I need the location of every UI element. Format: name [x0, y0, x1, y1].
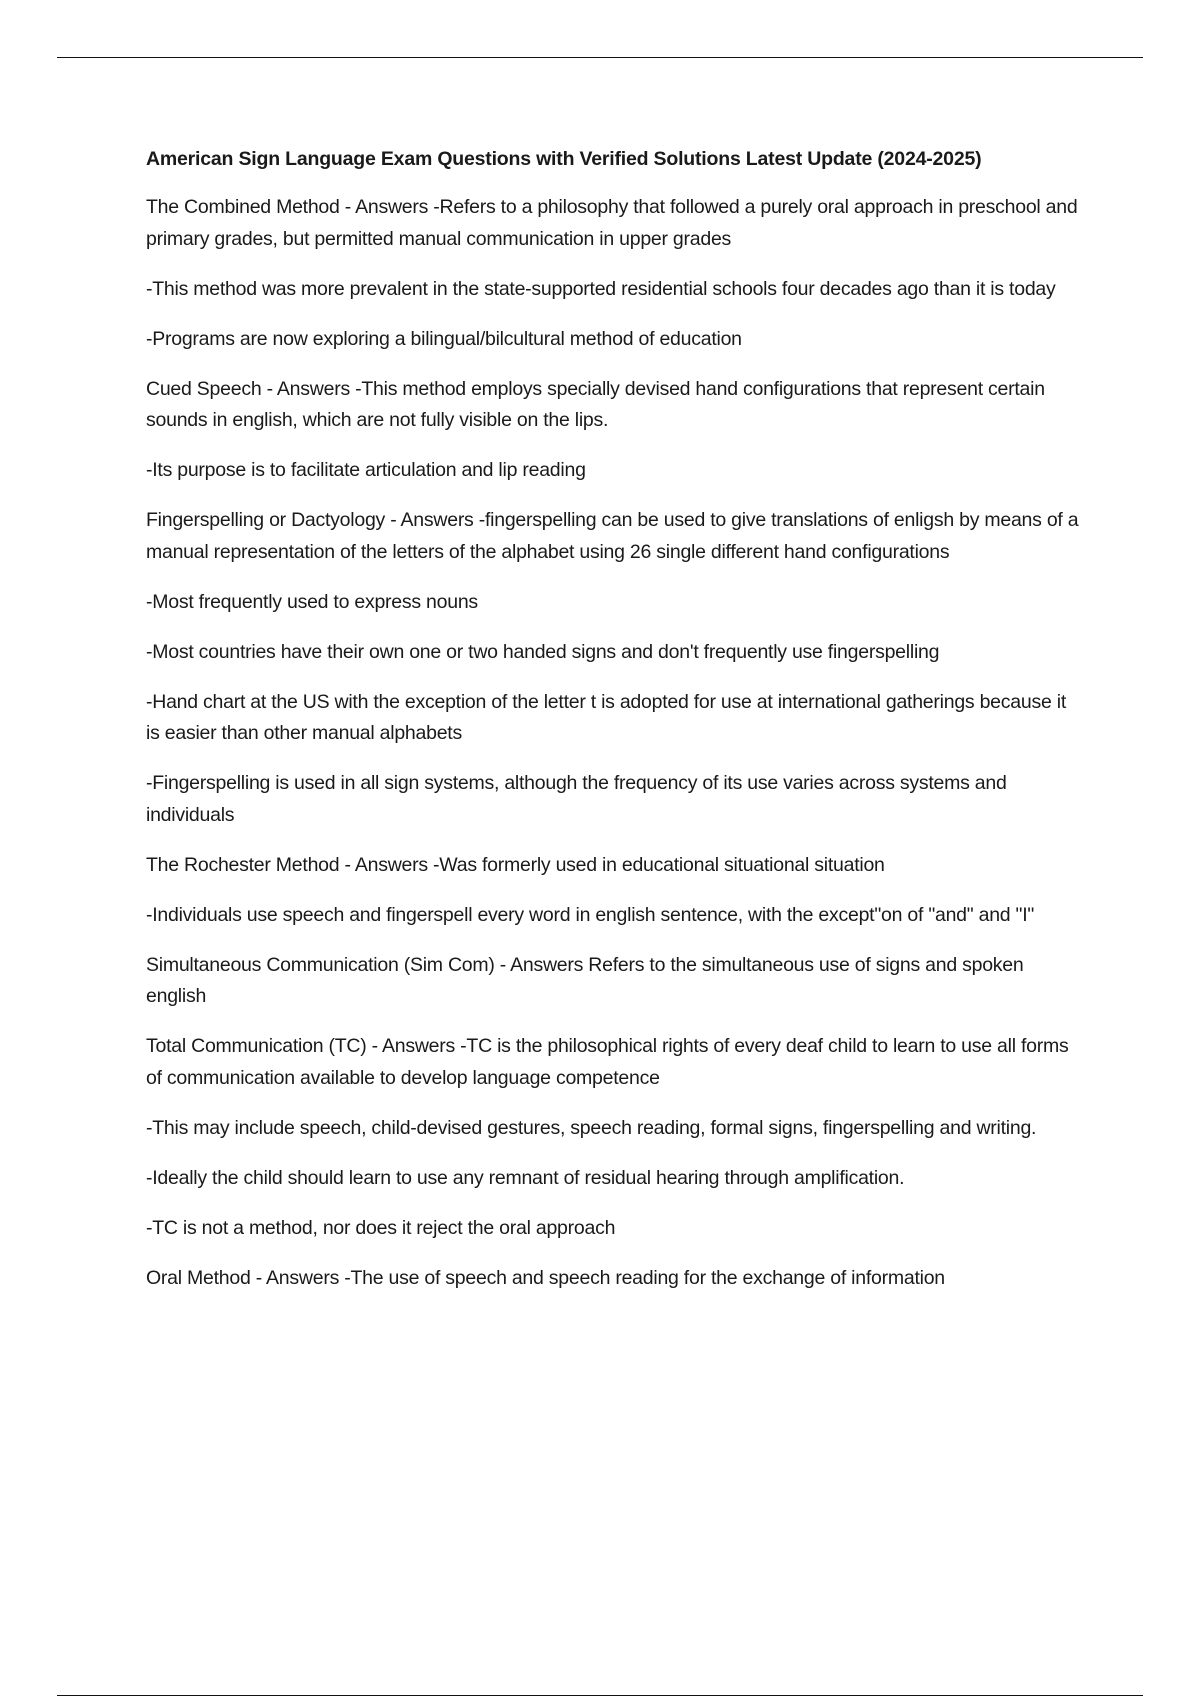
paragraph: Total Communication (TC) - Answers -TC is the philosophical rights of every deaf child to learn to use all forms of communication available to develop language competence [146, 1035, 1069, 1089]
paragraph: -This method was more prevalent in the state-supported residential schools four decades ago than it is today [146, 277, 1056, 300]
header-rule [57, 57, 1143, 58]
paragraph: The Rochester Method - Answers -Was formerly used in educational situational situation [146, 853, 885, 876]
paragraph: -Hand chart at the US with the exception of the letter t is adopted for use at international gatherings because it is easier than other manual alphabets [146, 690, 1066, 744]
paragraph: -Individuals use speech and fingerspell every word in english sentence, with the except"on of "and" and "I" [146, 903, 1035, 926]
paragraph: -Programs are now exploring a bilingual/bilcultural method of education [146, 327, 742, 350]
paragraph: -Most countries have their own one or two handed signs and don't frequently use fingerspelling [146, 640, 940, 663]
document-title: American Sign Language Exam Questions with Verified Solutions Latest Update (2024-2025) [146, 148, 982, 170]
paragraph: Oral Method - Answers -The use of speech and speech reading for the exchange of information [146, 1266, 945, 1289]
paragraph: -This may include speech, child-devised gestures, speech reading, formal signs, fingerspelling and writing. [146, 1116, 1037, 1139]
paragraph: Fingerspelling or Dactyology - Answers -fingerspelling can be used to give translations of enligsh by means of a manual representation of the letters of the alphabet using 26 single different hand configurations [146, 509, 1079, 563]
paragraph: Simultaneous Communication (Sim Com) - Answers Refers to the simultaneous use of signs and spoken english [146, 953, 1024, 1007]
paragraph: Cued Speech - Answers -This method employs specially devised hand configurations that represent certain sounds in english, which are not fully visible on the lips. [146, 377, 1045, 431]
paragraph: -Its purpose is to facilitate articulation and lip reading [146, 459, 586, 481]
paragraph: The Combined Method - Answers -Refers to a philosophy that followed a purely oral approach in preschool and primary grades, but permitted manual communication in upper grades [146, 196, 1078, 250]
footer-rule [57, 1695, 1143, 1696]
paragraph: -TC is not a method, nor does it reject the oral approach [146, 1216, 616, 1239]
document-body [146, 144, 1081, 1313]
paragraph: -Most frequently used to express nouns [146, 590, 478, 613]
paragraph: -Ideally the child should learn to use any remnant of residual hearing through amplification. [146, 1166, 905, 1189]
paragraph: -Fingerspelling is used in all sign systems, although the frequency of its use varies across systems and individuals [146, 772, 1007, 826]
